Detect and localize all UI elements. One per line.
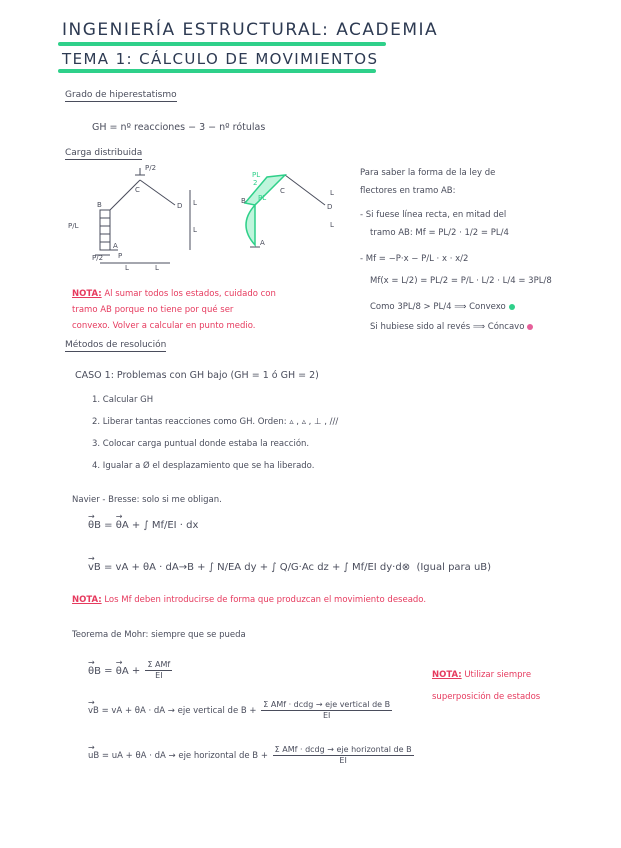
svg-text:C: C <box>280 187 285 195</box>
step-4: 4. Igualar a Ø el desplazamiento que se ha liberado. <box>92 461 315 471</box>
svg-text:L: L <box>193 226 197 234</box>
grado-formula: GH = nº reacciones − 3 − nº rótulas <box>92 122 266 133</box>
svg-text:B: B <box>97 201 102 209</box>
navier-eq2: → vB = vA + θA · dA→B + ∫ N/EA dy + ∫ Q/G·Ac dz + ∫ Mf/EI dy·d⊗ (Igual para uB) <box>88 562 491 573</box>
green-dot-icon <box>509 304 515 310</box>
svg-text:P/2: P/2 <box>92 254 104 262</box>
nota-1-line-2: tramo AB porque no tiene por qué ser <box>72 305 234 315</box>
carga-explanation-6: Como 3PL/8 > PL/4 ⟹ Convexo <box>370 302 515 312</box>
step-1: 1. Calcular GH <box>92 395 154 405</box>
step-3: 3. Colocar carga puntual donde estaba la reacción. <box>92 439 310 449</box>
svg-text:A: A <box>260 239 265 247</box>
carga-explanation-7: Si hubiese sido al revés ⟹ Cóncavo <box>370 322 533 332</box>
svg-text:L: L <box>330 189 334 197</box>
svg-text:PL: PL <box>258 194 267 202</box>
carga-explanation-2: - Si fuese línea recta, en mitad del <box>360 210 507 220</box>
carga-explanation-4: - Mf = −P·x − P/L · x · x/2 <box>360 254 469 264</box>
title-underline <box>58 42 386 46</box>
svg-text:P: P <box>118 252 123 260</box>
svg-text:P/L: P/L <box>68 222 79 230</box>
carga-explanation-3: tramo AB: Mf = PL/2 · 1/2 = PL/4 <box>370 228 509 238</box>
mohr-eq1: → θB = → θA + $\frac{\text{Σ AMf}}{EI}$ <box>88 660 174 681</box>
document-title: INGENIERÍA ESTRUCTURAL: ACADEMIA <box>62 20 439 40</box>
caso1-heading: CASO 1: Problemas con GH bajo (GH = 1 ó GH = 2) <box>75 370 319 381</box>
carga-explanation-0: Para saber la forma de la ley de <box>360 168 496 178</box>
mohr-eq3: → uB = uA + θA · dA → eje horizontal de B + $\frac{\text{Σ AMf · dcdg → eje horizontal de B}}{EI}$ <box>88 745 416 766</box>
svg-text:L: L <box>155 264 159 272</box>
navier-heading: Navier - Bresse: solo si me obligan. <box>72 495 222 505</box>
carga-explanation-1: flectores en tramo AB: <box>360 186 456 196</box>
metodos-heading: Métodos de resolución <box>65 340 167 350</box>
svg-text:B: B <box>241 197 246 205</box>
svg-text:PL: PL <box>252 171 261 179</box>
frame-diagram-moments <box>225 165 355 270</box>
svg-text:A: A <box>113 242 118 250</box>
grado-heading: Grado de hiperestatismo <box>65 90 177 100</box>
svg-text:2: 2 <box>253 179 258 187</box>
svg-text:P/2: P/2 <box>145 164 157 172</box>
navier-eq1: → θB = → θA + ∫ Mf/EI · dx <box>88 520 198 531</box>
carga-heading: Carga distribuida <box>65 148 143 158</box>
frame-diagram-load <box>60 160 210 275</box>
svg-text:L: L <box>125 264 129 272</box>
nota-2: NOTA: Los Mf deben introducirse de forma que produzcan el movimiento deseado. <box>72 595 427 605</box>
document-subtitle: TEMA 1: CÁLCULO DE MOVIMIENTOS <box>62 50 379 68</box>
svg-text:C: C <box>135 186 140 194</box>
mohr-heading: Teorema de Mohr: siempre que se pueda <box>72 630 246 640</box>
svg-text:L: L <box>330 221 334 229</box>
nota-3: NOTA: Utilizar siempre <box>432 670 532 680</box>
step-2: 2. Liberar tantas reacciones como GH. Orden: ▵ , ▵ , ⊥ , /// <box>92 417 339 427</box>
svg-text:L: L <box>193 199 197 207</box>
svg-text:D: D <box>327 203 333 211</box>
subtitle-underline <box>58 69 376 73</box>
nota-1-line-3: convexo. Volver a calcular en punto medio. <box>72 321 256 331</box>
pink-dot-icon <box>527 324 533 330</box>
carga-explanation-5: Mf(x = L/2) = PL/2 = P/L · L/2 · L/4 = 3PL/8 <box>370 276 552 286</box>
mohr-eq2: → vB = vA + θA · dA → eje vertical de B + $\frac{\text{Σ AMf · dcdg → eje vertical de B}}{EI}$ <box>88 700 394 721</box>
nota-1: NOTA: Al sumar todos los estados, cuidado con <box>72 289 276 299</box>
nota-3-line-2: superposición de estados <box>432 692 541 702</box>
svg-text:D: D <box>177 202 183 210</box>
